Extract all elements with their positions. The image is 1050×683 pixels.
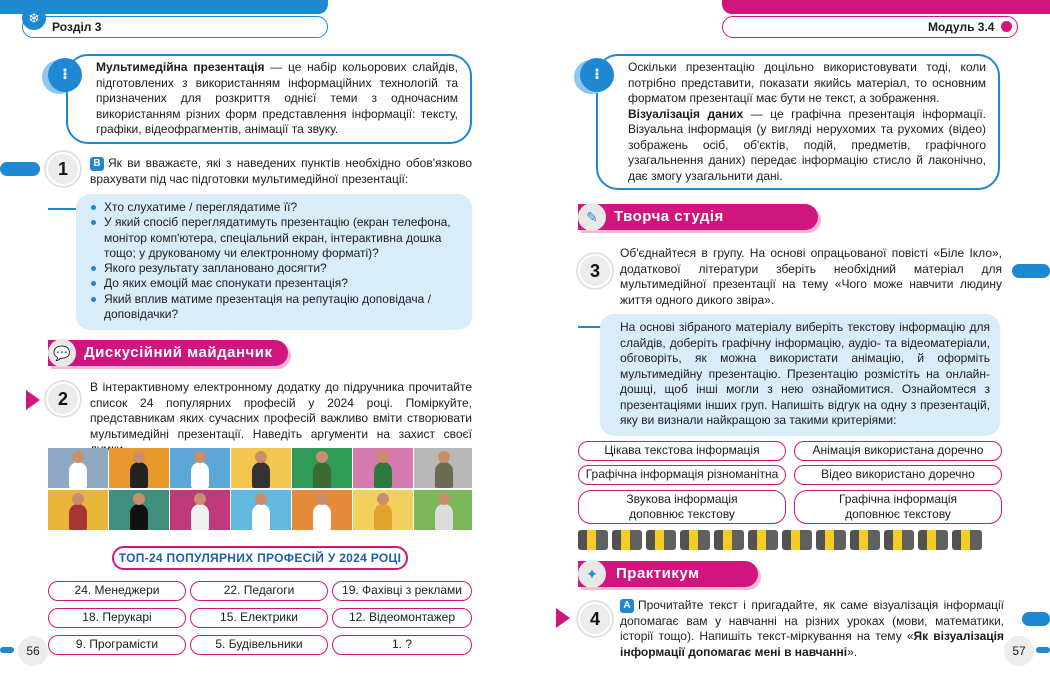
illustration-icon [646, 530, 676, 550]
photo-tile [48, 490, 108, 530]
top24-title: ТОП-24 ПОПУЛЯРНИХ ПРОФЕСІЙ У 2024 РОЦІ [112, 546, 408, 570]
illustration-icon [884, 530, 914, 550]
illustration-icon [952, 530, 982, 550]
task2-text: В інтерактивному електронному додатку до підручника прочитайте список 24 популярних професій у 2024 році. Поміркуйте, представникам яких сучасних професій важливо вміти створювати мультимедійні презентації. Наведіть аргументи на захист своєї [90, 380, 472, 441]
level-badge: В [90, 157, 104, 171]
illustration-icon [714, 530, 744, 550]
illustration-icon [816, 530, 846, 550]
illustration-icon [918, 530, 948, 550]
module-label: Модуль 3.4 [928, 20, 995, 34]
illustration-strip [578, 530, 1004, 550]
photo-tile [292, 448, 352, 488]
list-item: Який вплив матиме презентація на репутацію доповідача / доповідачки? [86, 292, 462, 323]
photo-tile [231, 490, 291, 530]
criterion-pill: Графічна інформація доповнює текстову [794, 490, 1002, 524]
profession-pill: 1. ? [332, 635, 472, 655]
chat-icon: 💬 [48, 339, 76, 367]
section-discussion-banner: Дискусійний майданчик [48, 340, 288, 366]
photo-tile [170, 490, 230, 530]
list-item: До яких емоцій має спонукати презентація? [86, 276, 462, 291]
header-right-bar [722, 0, 1050, 14]
page-number-left: 56 [18, 636, 48, 666]
module-dot-icon [1001, 21, 1012, 32]
page-tab-right [1036, 647, 1050, 653]
puzzle-icon: ✦ [578, 560, 606, 588]
profession-pill: 9. Програмісти [48, 635, 186, 655]
profession-pill: 18. Перукарі [48, 608, 186, 628]
section-label: Розділ 3 [52, 20, 102, 34]
criterion-pill: Звукова інформація доповнює текстову [578, 490, 786, 524]
photo-tile [231, 448, 291, 488]
photo-tile [109, 490, 169, 530]
level-badge: А [620, 599, 634, 613]
illustration-icon [850, 530, 880, 550]
definition-text: Мультимедійна презентація — це набір кольорових слайдів, підготовлених з використанням інформаційних технологій та призначених для розкриття однієї теми з одночасним використанням різних форм представлення інформації: тексту, графіки, відеофрагментів, анімації та звуку. [96, 60, 459, 136]
photo-tile [292, 490, 352, 530]
task4-side-tab [1022, 612, 1050, 626]
header-left-bar [0, 0, 328, 14]
info-icon: ⁝ [48, 58, 82, 92]
illustration-icon [680, 530, 710, 550]
list-item: У який спосіб переглядатимуть презентацію (екран телефона, монітор комп'ютера, спеціальний екран, інтерактивна дошка тощо; у друкованому чи електронному форматі)? [86, 215, 462, 261]
photo-tile [353, 448, 413, 488]
list-item: Хто слухатиме / переглядатиме її? [86, 200, 462, 215]
task4-number: 4 [578, 602, 612, 636]
illustration-icon [782, 530, 812, 550]
task1-side-tab [0, 162, 40, 176]
task1-text: В Як ви вважаєте, які з наведених пунктів необхідно обов'язково врахувати під час підготовки мультимедійної презентації: [90, 156, 472, 186]
illustration-icon [748, 530, 778, 550]
task4-text: А Прочитайте текст і пригадайте, як саме візуалізація інформації допомагає вам у навчанні на різних уроках (мови, математики, історії тощо). Напишіть текст-міркування на тему «Як візуалізація інформації допомагає мені в навчанні». [620, 598, 1005, 659]
page-tab-left [0, 647, 14, 653]
photo-tile [353, 490, 413, 530]
photo-tile [414, 490, 472, 530]
profession-pill: 5. Будівельники [190, 635, 328, 655]
profession-pill: 24. Менеджери [48, 581, 186, 601]
question-box [76, 194, 472, 330]
photo-tile [48, 448, 108, 488]
pencil-icon: ✎ [578, 203, 606, 231]
section-practice-banner: Практикум [578, 561, 758, 587]
profession-pill: 19. Фахівці з реклами [332, 581, 472, 601]
info-icon: ⁝ [580, 58, 614, 92]
task2-number: 2 [46, 382, 80, 416]
task3-side-tab [1012, 264, 1050, 278]
illustration-icon [612, 530, 642, 550]
section-studio-banner: Творча студія [578, 204, 818, 230]
criterion-pill: Цікава текстова інформація [578, 441, 786, 461]
criterion-pill: Відео використано доречно [794, 465, 1002, 485]
profession-pill: 15. Електрики [190, 608, 328, 628]
task3-box-text: На основі зібраного матеріалу виберіть текстову інформацію для слайдів, доберіть графічну інформацію, аудіо- та відеоматеріали, обговоріть, як можна використати анімацію, й оформіть мультимедійну презентацію. Презентацію розмістіть на онлайн-дошці, щоб інші могли з нею ознайомитися. Ознайомтеся з презентаціями інших груп. Напишіть відгук на одну з презентацій, яку ви визнали найкращою за такими критеріями: [620, 320, 990, 427]
professions-photo-grid [48, 448, 472, 532]
definition-text: Оскільки презентацію доцільно використовувати тоді, коли потрібно представити, показати якийсь матеріал, то основним форматом презентації має бути не текст, а зображення. Візуалізація даних — це графічна презентація інформації. Візуальна інформація (у вигляді нерухомих та рухомих (відео) зображень осіб, об'єктів, подій, предметів, графічного узагальнення даних) передає інформацію стисло й лаконічно, дає змогу узагальнити дані. [628, 60, 986, 183]
photo-tile [170, 448, 230, 488]
task3-text: Об'єднайтеся в групу. На основі опрацьованої повісті «Біле Ікло», додаткової літератури зберіть необхідний матеріал для мультимедійної презентації на тему «Чого може навчити людину життя одного дикого звіра». [620, 246, 1002, 307]
profession-pill: 22. Педагоги [190, 581, 328, 601]
photo-tile [109, 448, 169, 488]
list-item: Якого результату заплановано досягти? [86, 261, 462, 276]
illustration-icon [578, 530, 608, 550]
page-number-right: 57 [1004, 636, 1034, 666]
photo-tile [414, 448, 472, 488]
criterion-pill: Графічна інформація різноманітна [578, 465, 786, 485]
criterion-pill: Анімація використана доречно [794, 441, 1002, 461]
task1-number: 1 [46, 152, 80, 186]
arrow-icon [26, 390, 40, 410]
profession-pill: 12. Відеомонтажер [332, 608, 472, 628]
snowflake-icon: ❄ [22, 6, 46, 30]
task3-number: 3 [578, 254, 612, 288]
arrow-icon [556, 608, 570, 628]
